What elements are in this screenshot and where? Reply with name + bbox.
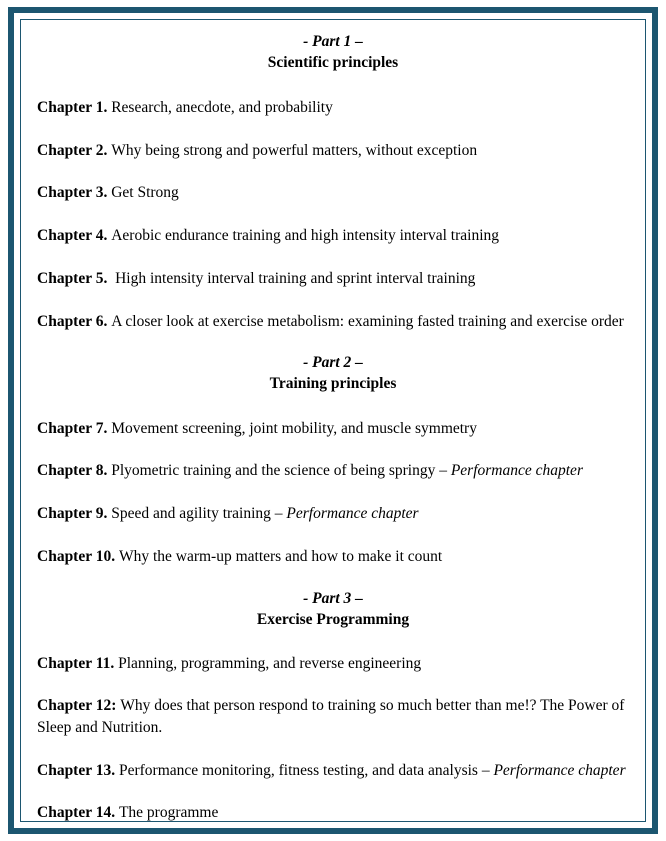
chapter-2 — [37, 140, 635, 162]
part-1-heading — [21, 31, 645, 73]
chapter-11 — [37, 653, 635, 675]
chapter-8 — [37, 460, 635, 482]
chapter-label: Chapter 4. — [37, 227, 112, 244]
chapter-title: Aerobic endurance training and high intensity interval training — [111, 227, 500, 244]
chapter-10 — [37, 546, 635, 568]
chapter-label: Chapter 6. — [37, 313, 112, 330]
chapter-label: Chapter 13. — [37, 762, 119, 779]
chapter-1 — [37, 97, 635, 119]
chapter-label: Chapter 2. — [37, 142, 112, 159]
chapter-title: Performance monitoring, fitness testing, and data analysis — [118, 762, 478, 779]
chapter-4 — [37, 225, 635, 247]
chapter-5 — [37, 268, 635, 290]
chapter-dash: – — [435, 462, 451, 479]
chapter-label: Chapter 12: — [37, 697, 121, 714]
chapter-tag: Performance chapter — [493, 762, 626, 779]
chapter-title: The programme — [118, 804, 219, 821]
part-3-number: - Part 3 – — [303, 590, 363, 607]
chapter-title: Speed and agility training — [111, 505, 271, 522]
part-3-title: Exercise Programming — [256, 611, 410, 628]
chapter-title: Planning, programming, and reverse engineering — [118, 655, 422, 672]
part-2-title: Training principles — [269, 375, 397, 392]
chapter-7 — [37, 418, 635, 440]
part-2-heading — [21, 352, 645, 394]
chapter-label: Chapter 8. — [37, 462, 112, 479]
chapter-dash: – — [477, 762, 494, 779]
chapter-label: Chapter 5. — [37, 270, 112, 287]
chapter-label: Chapter 14. — [37, 804, 119, 821]
part-3-heading — [21, 588, 645, 630]
part-1-title: Scientific principles — [267, 54, 399, 71]
contents-inner-border — [20, 19, 646, 822]
chapter-title: Movement screening, joint mobility, and muscle symmetry — [111, 420, 477, 437]
chapter-3 — [37, 182, 635, 204]
chapter-9 — [37, 503, 635, 525]
chapter-label: Chapter 9. — [37, 505, 112, 522]
chapter-label: Chapter 11. — [37, 655, 119, 672]
chapter-title: Why being strong and powerful matters, without exception — [111, 142, 478, 159]
part-2-number: - Part 2 – — [303, 354, 363, 371]
chapter-title: High intensity interval training and sprint interval training — [111, 270, 476, 287]
chapter-title: Why does that person respond to training so much better than me!? The Power of Sleep and Nutrition. — [37, 697, 625, 736]
chapter-label: Chapter 10. — [37, 548, 119, 565]
part-1-number: - Part 1 – — [303, 33, 363, 50]
chapter-tag: Performance chapter — [450, 462, 583, 479]
chapter-tag: Performance chapter — [286, 505, 419, 522]
chapter-title: Plyometric training and the science of being springy — [111, 462, 436, 479]
chapter-label: Chapter 1. — [37, 99, 112, 116]
chapter-title: A closer look at exercise metabolism: examining fasted training and exercise order — [111, 313, 624, 330]
chapter-title: Get Strong — [111, 184, 179, 201]
chapter-13 — [37, 760, 635, 782]
chapter-dash: – — [270, 505, 287, 522]
contents-frame — [8, 7, 658, 834]
chapter-14 — [37, 802, 635, 824]
chapter-12 — [37, 695, 635, 739]
chapter-6 — [37, 311, 635, 333]
chapter-label: Chapter 7. — [37, 420, 112, 437]
chapter-title: Why the warm-up matters and how to make it count — [118, 548, 443, 565]
chapter-title: Research, anecdote, and probability — [111, 99, 333, 116]
chapter-label: Chapter 3. — [37, 184, 112, 201]
